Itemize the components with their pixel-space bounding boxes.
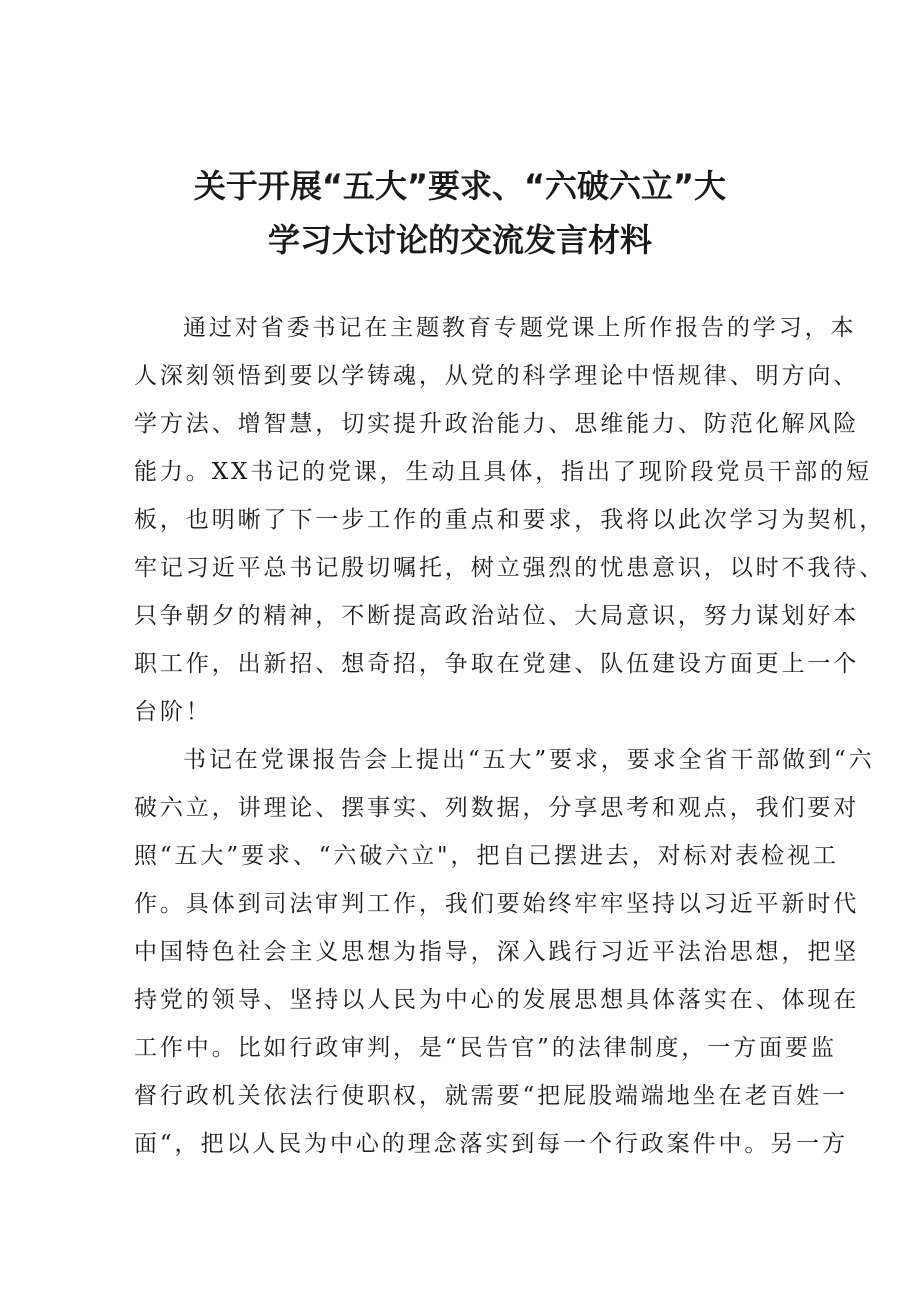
paragraph-1-line-3: 学方法、增智慧，切实提升政治能力、思维能力、防范化解风险	[134, 411, 860, 437]
document-title-line-2: 学习大讨论的交流发言材料	[267, 221, 652, 259]
paragraph-2-line-3: 照“五大”要求、“六破六立"，把自己摆进去，对标对表检视工	[134, 843, 839, 869]
paragraph-1-line-8: 职工作，出新招、想奇招，争取在党建、队伍建设方面更上一个	[134, 651, 860, 677]
paragraph-2-line-2: 破六立，讲理论、摆事实、列数据，分享思考和观点，我们要对	[134, 795, 860, 821]
paragraph-2-line-1: 书记在党课报告会上提出“五大”要求，要求全省干部做到“六	[183, 747, 875, 773]
paragraph-1-line-6: 牢记习近平总书记殷切嘱托，树立强烈的忧患意识，以时不我待、	[134, 555, 886, 581]
document-title-line-1: 关于开展“五大”要求、“六破六立”大	[193, 167, 727, 205]
paragraph-1-line-1: 通过对省委书记在主题教育专题党课上所作报告的学习，本	[183, 315, 857, 341]
paragraph-2-line-8: 督行政机关依法行使职权，就需要“把屁股端端地坐在老百姓一	[134, 1083, 848, 1109]
paragraph-2-line-9: 面“，把以人民为中心的理念落实到每一个行政案件中。另一方	[134, 1131, 848, 1157]
paragraph-2-line-5: 中国特色社会主义思想为指导，深入践行习近平法治思想，把坚	[134, 939, 860, 965]
paragraph-1-line-4: 能力。XX书记的党课，生动且具体，指出了现阶段党员干部的短	[134, 459, 872, 485]
paragraph-1-line-7: 只争朝夕的精神，不断提高政治站位、大局意识，努力谋划好本	[134, 603, 860, 629]
paragraph-1-line-5: 板，也明晰了下一步工作的重点和要求，我将以此次学习为契机，	[134, 507, 886, 533]
paragraph-2-line-6: 持党的领导、坚持以人民为中心的发展思想具体落实在、体现在	[134, 987, 860, 1013]
paragraph-1-line-9: 台阶！	[134, 699, 212, 725]
paragraph-2-line-4: 作。具体到司法审判工作，我们要始终牢牢坚持以习近平新时代	[134, 891, 860, 917]
paragraph-1-line-2: 人深刻领悟到要以学铸魂，从党的科学理论中悟规律、明方向、	[134, 363, 860, 389]
paragraph-2-line-7: 工作中。比如行政审判，是“民告官”的法律制度，一方面要监	[134, 1035, 837, 1061]
